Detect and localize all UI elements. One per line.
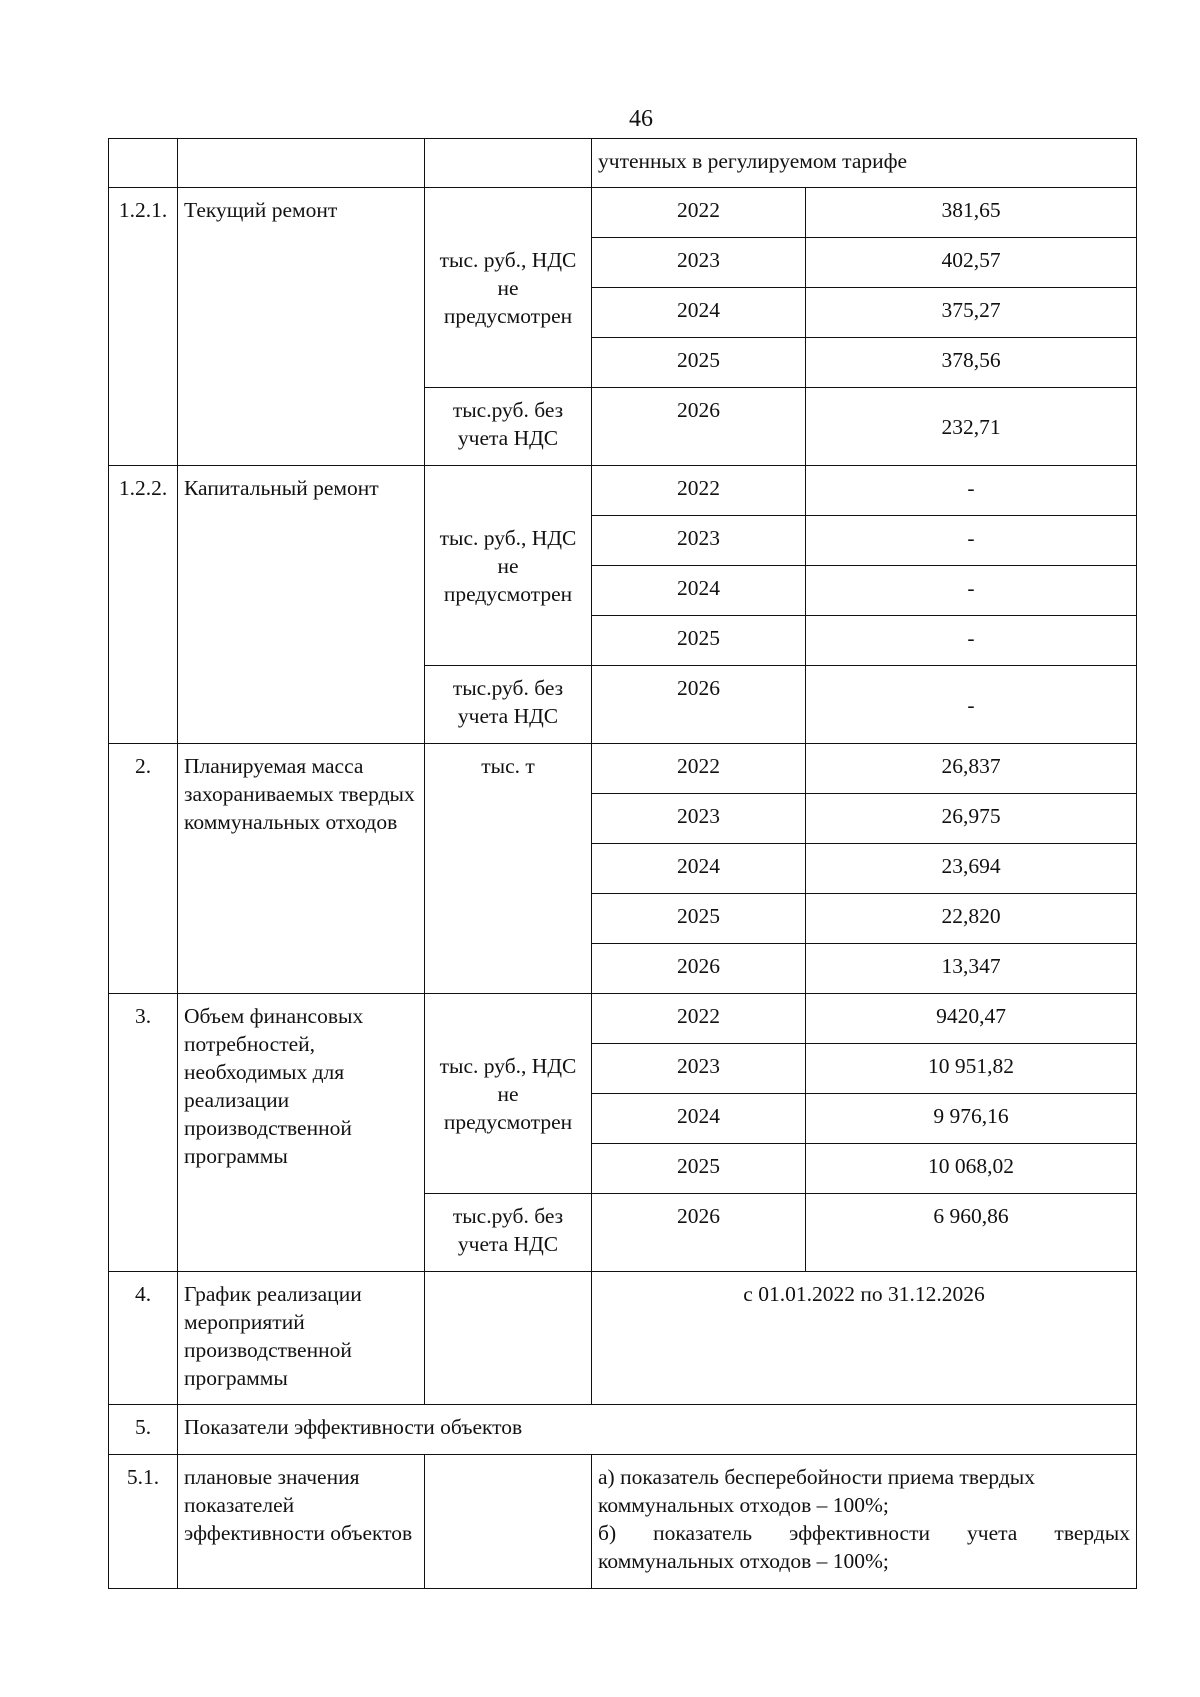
table-row — [109, 1455, 1137, 1589]
value-cell: 9 976,16 — [806, 1094, 1137, 1144]
efficiency-item-b-cont: коммунальных отходов – 100%; — [598, 1549, 889, 1573]
unit-cell: тыс.руб. без учета НДС — [425, 666, 592, 744]
value-cell: 13,347 — [806, 944, 1137, 994]
table-row — [109, 1272, 1137, 1405]
cell-empty — [425, 1455, 592, 1589]
year-cell: 2022 — [592, 994, 806, 1044]
year-cell: 2026 — [592, 944, 806, 994]
year-cell: 2026 — [592, 388, 806, 466]
year-cell: 2024 — [592, 1094, 806, 1144]
value-cell: 381,65 — [806, 188, 1137, 238]
year-cell: 2025 — [592, 894, 806, 944]
cell-empty — [425, 139, 592, 188]
row-number: 1.2.1. — [109, 188, 178, 466]
year-cell: 2023 — [592, 1044, 806, 1094]
cell-empty — [109, 139, 178, 188]
value-cell: - — [806, 566, 1137, 616]
cell-empty — [178, 139, 425, 188]
year-cell: 2024 — [592, 844, 806, 894]
unit-cell: тыс. руб., НДС не предусмотрен — [425, 466, 592, 666]
value-cell: 378,56 — [806, 338, 1137, 388]
row-name: плановые значения показателей эффективности объектов — [178, 1455, 425, 1589]
row-name: Объем финансовых потребностей, необходимых для реализации производственной программы — [178, 994, 425, 1272]
efficiency-item-b: б) показатель эффективности учета твердых — [598, 1521, 1131, 1545]
table-row — [109, 188, 1137, 238]
value-cell: 375,27 — [806, 288, 1137, 338]
row-number: 5. — [109, 1405, 178, 1455]
continuation-text: учтенных в регулируемом тарифе — [592, 139, 1137, 188]
value-cell: 22,820 — [806, 894, 1137, 944]
year-cell: 2026 — [592, 666, 806, 744]
year-cell: 2023 — [592, 794, 806, 844]
table-row — [109, 744, 1137, 794]
value-cell: - — [806, 616, 1137, 666]
year-cell: 2024 — [592, 288, 806, 338]
year-cell: 2023 — [592, 516, 806, 566]
program-table — [108, 138, 1137, 1589]
value-cell: 9420,47 — [806, 994, 1137, 1044]
year-cell: 2024 — [592, 566, 806, 616]
value-cell: 26,837 — [806, 744, 1137, 794]
unit-cell: тыс.руб. без учета НДС — [425, 1194, 592, 1272]
continuation-row — [109, 139, 1137, 188]
year-cell: 2022 — [592, 466, 806, 516]
value-cell: 23,694 — [806, 844, 1137, 894]
row-name: График реализации мероприятий производственной программы — [178, 1272, 425, 1405]
unit-cell: тыс. руб., НДС не предусмотрен — [425, 994, 592, 1194]
section-title: Показатели эффективности объектов — [178, 1405, 1137, 1455]
row-number: 1.2.2. — [109, 466, 178, 744]
row-number: 3. — [109, 994, 178, 1272]
row-name: Капитальный ремонт — [178, 466, 425, 744]
row-number: 2. — [109, 744, 178, 994]
unit-cell: тыс. т — [425, 744, 592, 994]
year-cell: 2025 — [592, 1144, 806, 1194]
row-number: 4. — [109, 1272, 178, 1405]
value-cell: - — [806, 666, 1137, 744]
year-cell: 2023 — [592, 238, 806, 288]
efficiency-item-a: а) показатель бесперебойности приема твердых коммунальных отходов – 100%; — [598, 1465, 1035, 1517]
year-cell: 2022 — [592, 744, 806, 794]
value-cell: 26,975 — [806, 794, 1137, 844]
unit-cell: тыс. руб., НДС не предусмотрен — [425, 188, 592, 388]
table-row — [109, 994, 1137, 1044]
year-cell: 2025 — [592, 338, 806, 388]
page-number: 46 — [629, 106, 653, 132]
value-cell: 402,57 — [806, 238, 1137, 288]
value-cell: 10 068,02 — [806, 1144, 1137, 1194]
value-cell: - — [806, 516, 1137, 566]
schedule-period: с 01.01.2022 по 31.12.2026 — [592, 1272, 1137, 1405]
year-cell: 2025 — [592, 616, 806, 666]
value-cell: 232,71 — [806, 388, 1137, 466]
row-number: 5.1. — [109, 1455, 178, 1589]
value-cell: 10 951,82 — [806, 1044, 1137, 1094]
value-cell: - — [806, 466, 1137, 516]
cell-empty — [425, 1272, 592, 1405]
efficiency-values — [592, 1455, 1137, 1589]
row-name: Планируемая масса захораниваемых твердых коммунальных отходов — [178, 744, 425, 994]
row-name: Текущий ремонт — [178, 188, 425, 466]
year-cell: 2022 — [592, 188, 806, 238]
table-row — [109, 1405, 1137, 1455]
year-cell: 2026 — [592, 1194, 806, 1272]
value-cell: 6 960,86 — [806, 1194, 1137, 1272]
table-row — [109, 466, 1137, 516]
unit-cell: тыс.руб. без учета НДС — [425, 388, 592, 466]
